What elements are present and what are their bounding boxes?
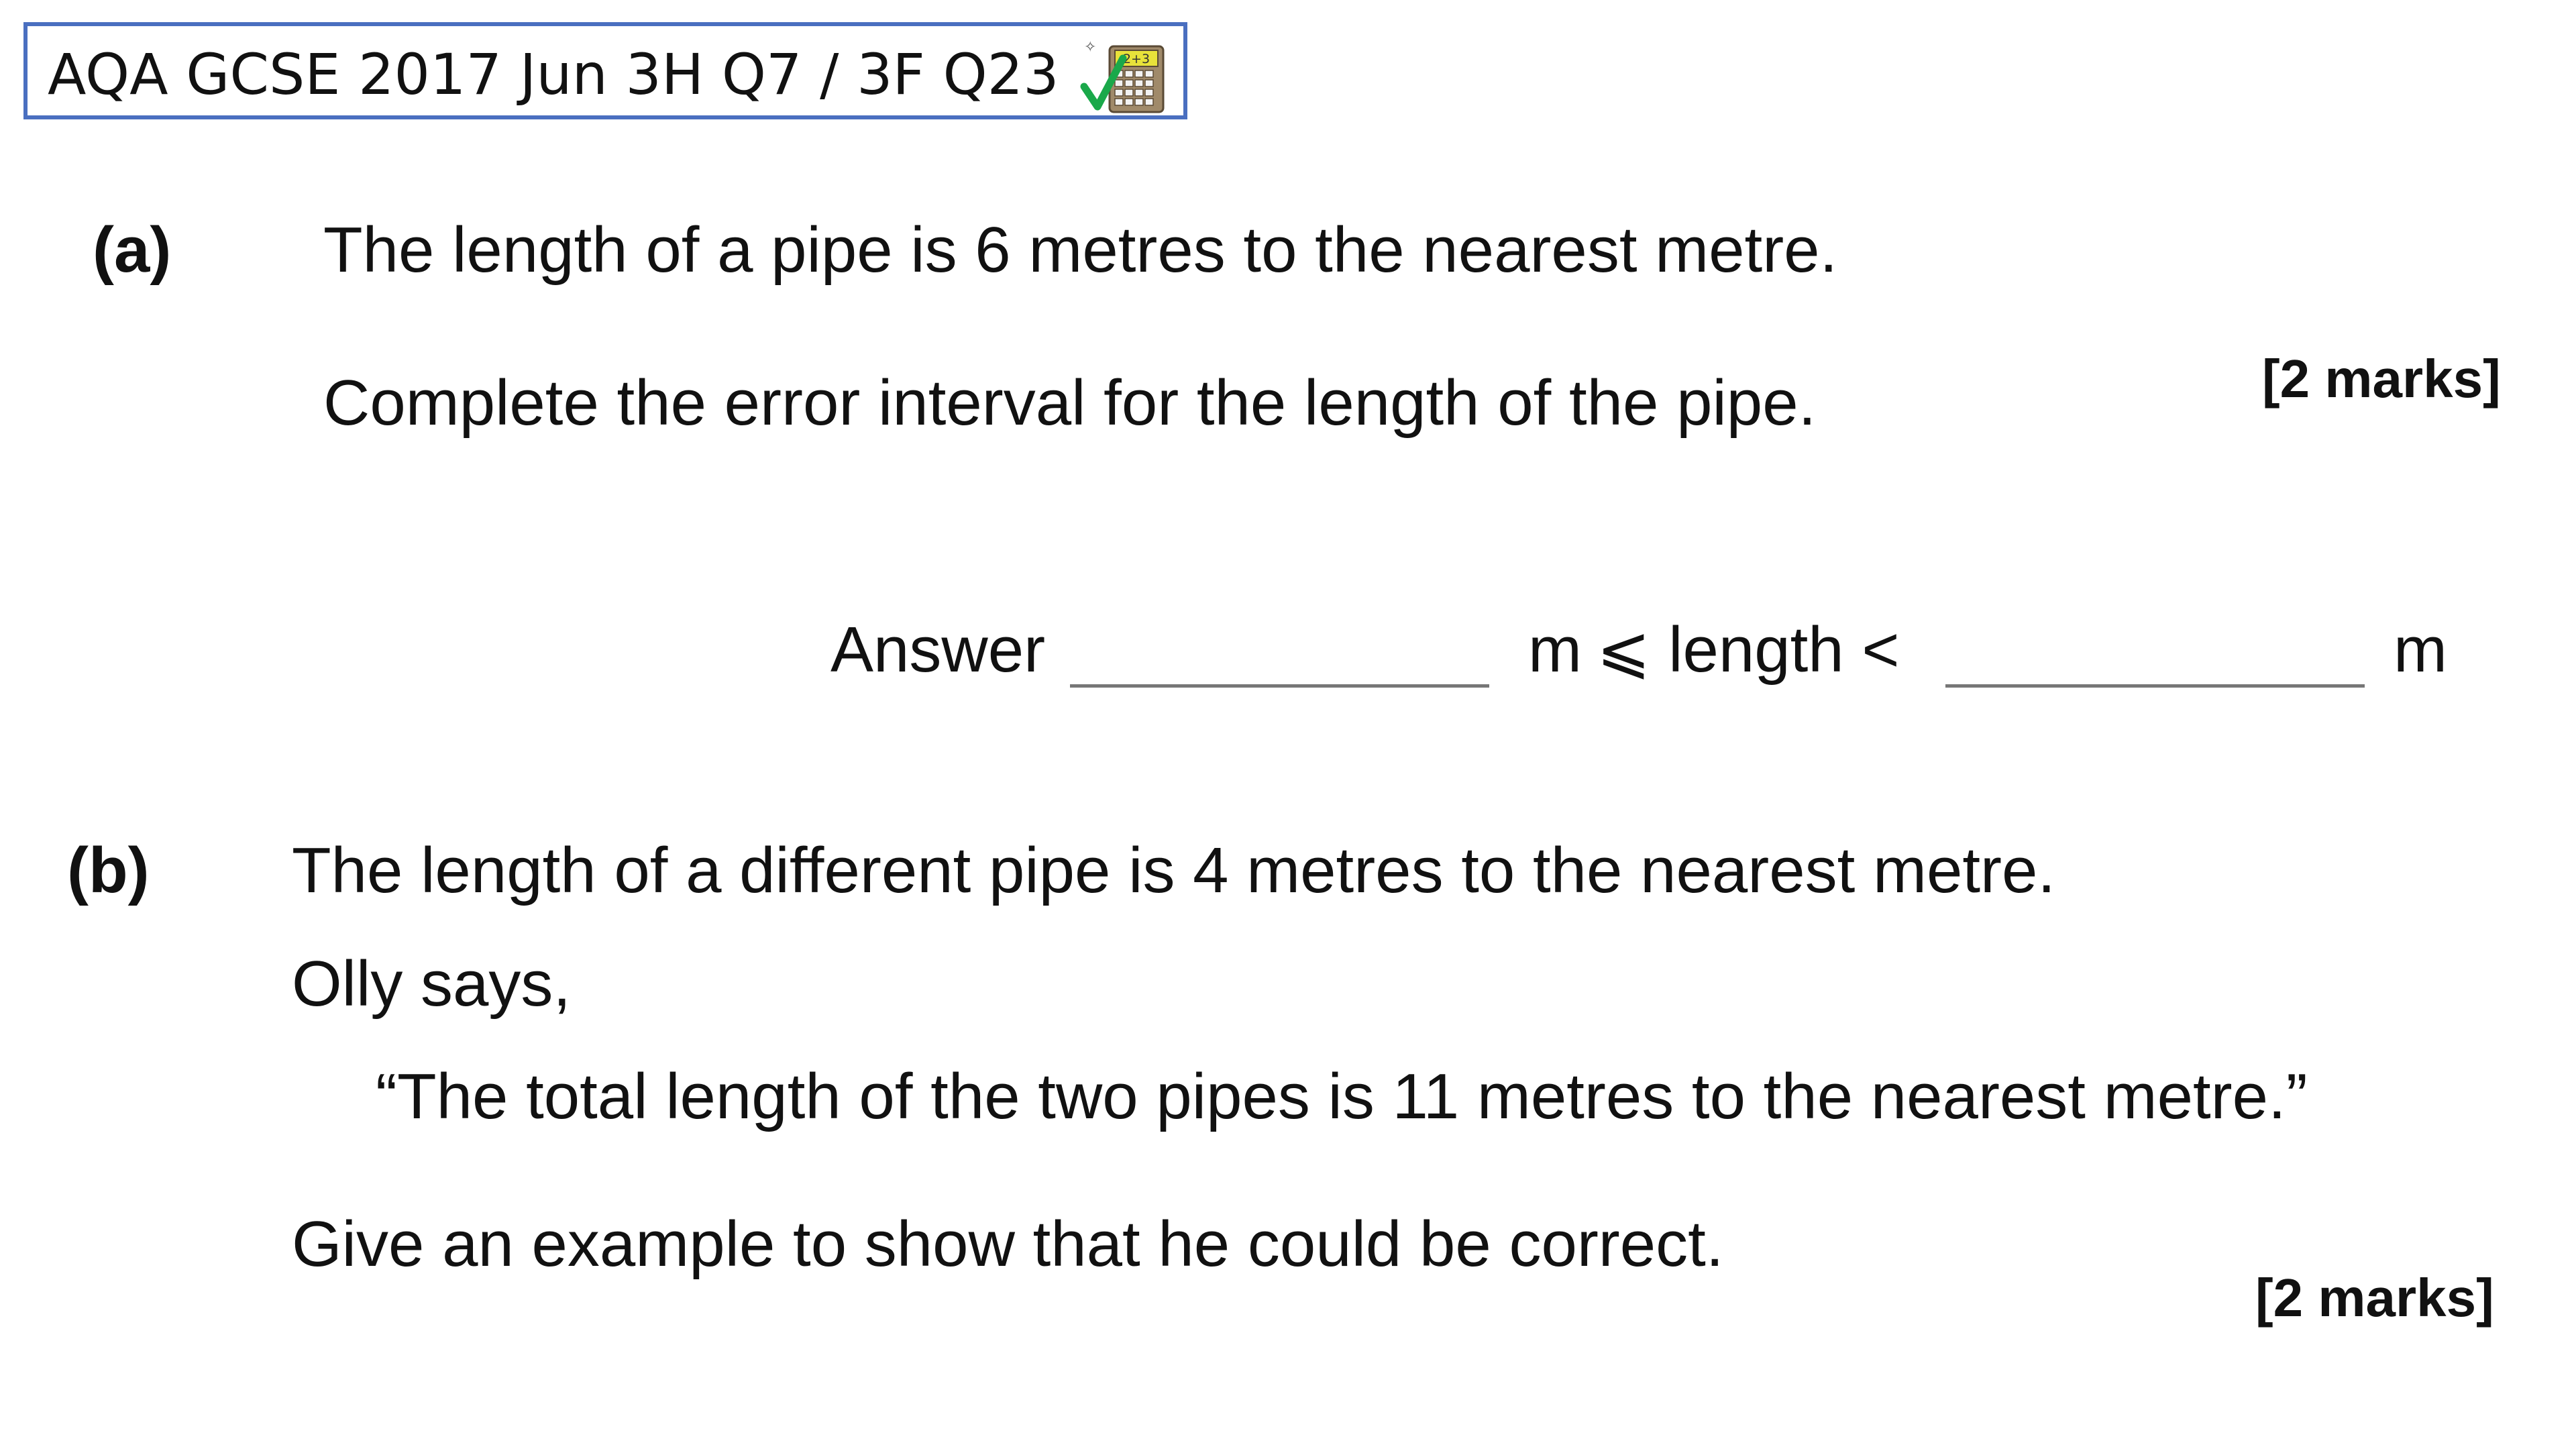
part-a-label: (a): [93, 214, 172, 286]
part-b-quote: “The total length of the two pipes is 11 metres to the nearest metre.”: [376, 1061, 2308, 1132]
answer-end-unit: m: [2394, 614, 2447, 686]
answer-relation: ⩽ length <: [1597, 614, 1900, 686]
part-a-instruction: Complete the error interval for the length of the pipe.: [323, 367, 1817, 439]
part-b-instruction: Give an example to show that he could be correct.: [292, 1208, 1724, 1280]
answer-lower-bound-field[interactable]: [1070, 684, 1489, 688]
question-reference-title: AQA GCSE 2017 Jun 3H Q7 / 3F Q23: [48, 42, 1059, 107]
part-b-statement: The length of a different pipe is 4 metres to the nearest metre.: [292, 835, 2056, 906]
part-b-marks: [2 marks]: [2255, 1268, 2494, 1328]
calculator-display-text: 2+3: [1122, 52, 1150, 66]
part-a-statement: The length of a pipe is 6 metres to the nearest metre.: [323, 214, 1838, 286]
part-b-speaker: Olly says,: [292, 948, 572, 1020]
answer-middle-unit: m: [1528, 614, 1582, 686]
part-a-marks: [2 marks]: [2262, 349, 2501, 409]
answer-prefix: Answer: [830, 614, 1046, 686]
answer-upper-bound-field[interactable]: [1945, 684, 2365, 688]
question-reference-box: [23, 22, 1187, 119]
calculator-allowed-icon: [1071, 32, 1171, 115]
svg-text:✧: ✧: [1084, 39, 1097, 56]
part-b-label: (b): [67, 835, 150, 906]
